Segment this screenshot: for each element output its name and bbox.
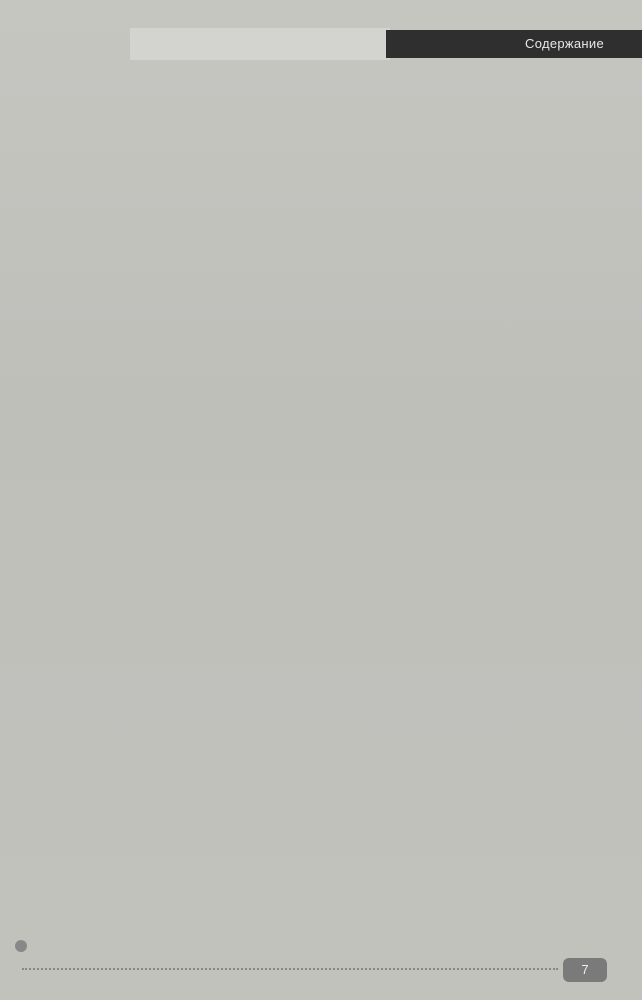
page-number: 7: [563, 958, 607, 982]
footer-bullet: [15, 940, 27, 952]
header-accent: [130, 28, 390, 60]
page-title: Содержание: [525, 36, 604, 51]
header-bar: [386, 30, 642, 58]
footer-divider: [22, 968, 558, 970]
